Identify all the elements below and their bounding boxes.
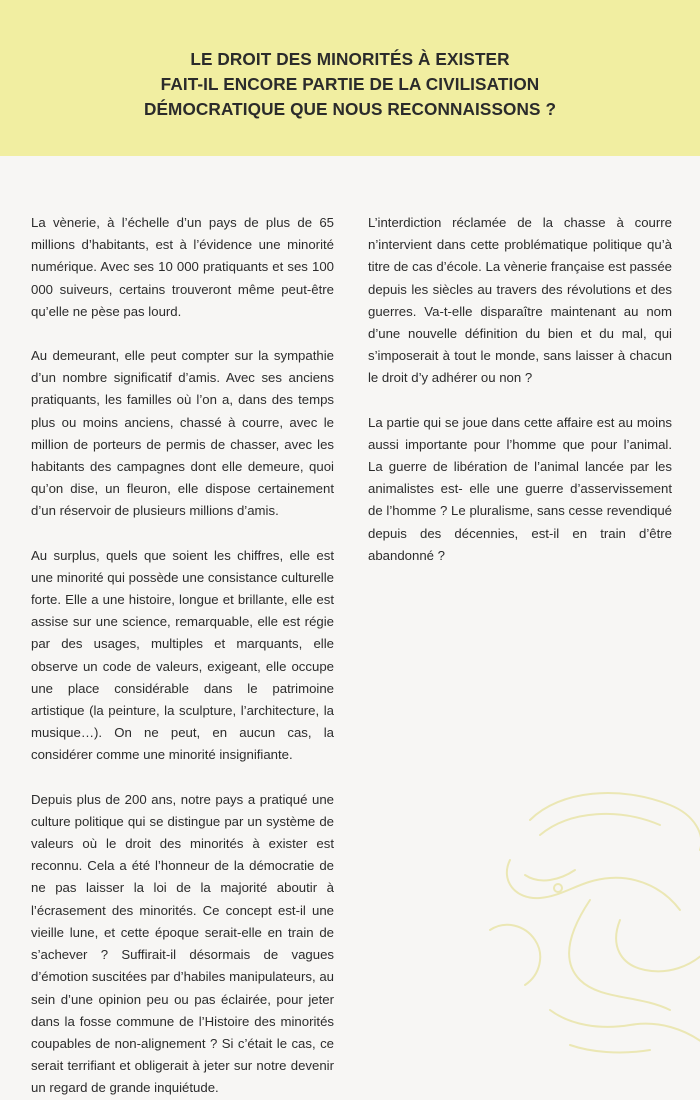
paragraph: Depuis plus de 200 ans, notre pays a pratiqué une culture politique qui se distingue par un système de valeurs où le droit des minorités à exister est reconnu. Cela a été l’honneur de la démocratie de ne pas laisser la loi de la majorité aboutir à l’écrasement des minorités. Ce concept est-il une vieille lune, et cette époque serait-elle en train de s’achever ? Suffirait-il désormais de vagues d’émotion suscitées par d’habiles manipulateurs, au sein d’une opinion peu ou pas éclairée, pour jeter dans la fosse commune de l’Histoire des minorités coupables de non-alignement ? Si c’était le cas, ce serait terrifiant et obligerait à jeter sur notre devenir un regard de grande inquiétude. xyxy=(31,791,334,1096)
paragraph: Au demeurant, elle peut compter sur la sympathie d’un nombre significatif d’amis. Avec ses anciens pratiquants, les familles où l’on a, dans des temps plus ou moins anciens, chassé à courre, avec le million de porteurs de permis de chasser, avec les habitants des campagnes dont elle demeure, quoi qu’on dise, un fleuron, elle dispose certainement d’un réservoir de plusieurs millions d’amis. xyxy=(31,348,334,519)
paragraph: L’interdiction réclamée de la chasse à courre n’intervient dans cette problématique politique qu’à titre de cas d’école. La vènerie française est passée depuis les siècles au travers des révolutions et des guerres. Va-t-elle disparaître maintenant au nom d’une nouvelle définition du bien et du mal, qui s’imposerait à tout le monde, sans laisser à chacun le droit d’y adhérer ou non ? xyxy=(368,215,672,386)
title-banner xyxy=(0,0,700,156)
title-line-1: LE DROIT DES MINORITÉS À EXISTER xyxy=(190,49,510,69)
paragraph: La partie qui se joue dans cette affaire est au moins aussi importante pour l’homme que pour l’animal. La guerre de libération de l’animal lancée par les animalistes est- elle une guerre d’asservissement de l’homme ? Le pluralisme, sans cesse revendiqué depuis des décennies, est-il en train d’être abandonné ? xyxy=(368,414,672,563)
paragraph: Au surplus, quels que soient les chiffres, elle est une minorité qui possède une consistance culturelle forte. Elle a une histoire, longue et brillante, elle est assise sur une science, remarquable, elle est régie par des usages, multiples et marquants, elle observe un code de valeurs, exigeant, elle occupe une place considérable dans le patrimoine artistique (la peinture, la sculpture, l’architecture, la musique…). On ne peut, en aucun cas, la considérer comme une minorité insignifiante. xyxy=(31,547,334,763)
page-title xyxy=(60,47,640,122)
left-column xyxy=(31,212,334,1100)
title-line-2: FAIT-IL ENCORE PARTIE DE LA CIVILISATION xyxy=(160,74,540,94)
paragraph: La vènerie, à l’échelle d’un pays de plus de 65 millions d’habitants, est à l’évidence une minorité numérique. Avec ses 10 000 pratiquants et ses 100 000 suiveurs, certains trouveront même peut-être qu’elle ne pèse pas lourd. xyxy=(31,215,334,319)
title-line-3: DÉMOCRATIQUE QUE NOUS RECONNAISSONS ? xyxy=(143,99,557,119)
right-column xyxy=(368,212,672,567)
stag-outline-watermark-icon xyxy=(470,780,700,1065)
